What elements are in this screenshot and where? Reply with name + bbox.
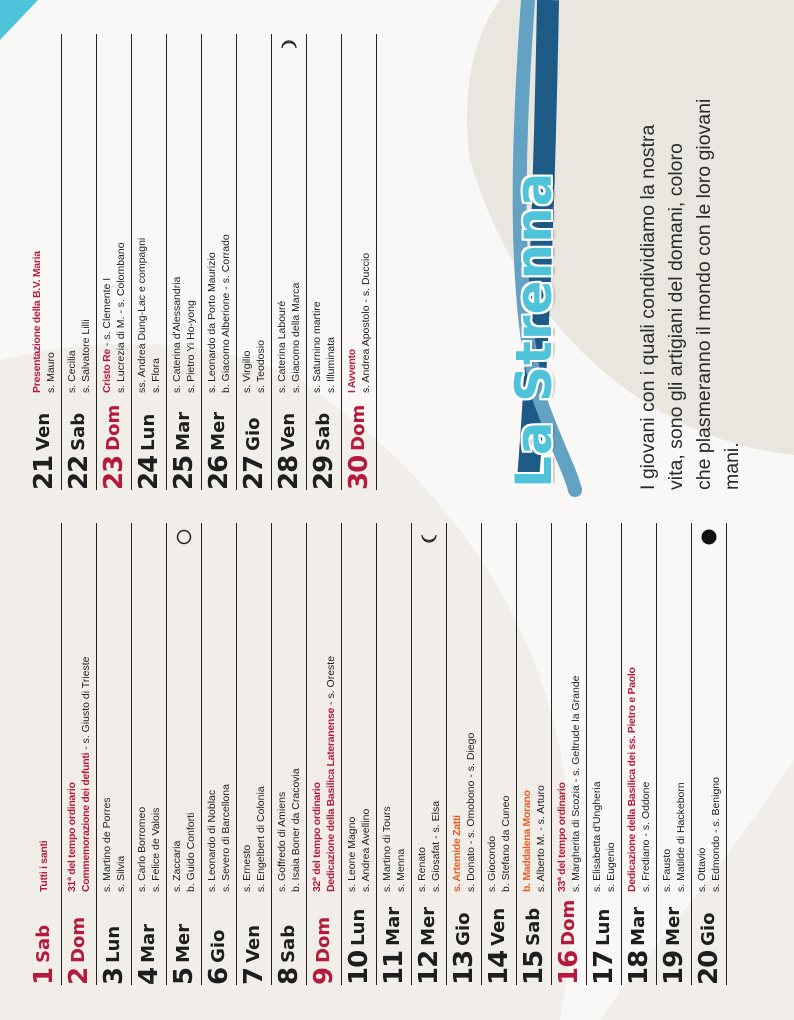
day-notes — [377, 806, 411, 892]
weekday: Lun — [348, 908, 369, 946]
saint-name: s. Martino de Porres — [101, 797, 113, 892]
weekday: Mar — [383, 906, 404, 946]
day-number: 30 — [344, 455, 374, 490]
day-row — [272, 34, 307, 490]
saint-name: b. Guido Conforti — [185, 812, 197, 892]
note-line — [324, 656, 338, 892]
note-line — [660, 782, 674, 892]
day-row — [272, 523, 307, 985]
weekday: Dom — [558, 899, 579, 946]
note-line — [310, 656, 324, 892]
weekday: Mer — [208, 411, 229, 451]
moon-first-quarter-icon — [281, 38, 297, 54]
day-notes — [97, 242, 131, 393]
weekday: Ven — [488, 907, 509, 946]
saint-name: s. Margherita di Scozia - s. Geltrude la Grande — [570, 675, 582, 892]
note-line — [219, 784, 233, 892]
day-row — [622, 523, 657, 985]
day-row — [482, 523, 517, 985]
day-row — [202, 523, 237, 985]
weekday: Lun — [103, 925, 124, 963]
note-line — [149, 807, 163, 892]
day-number: 16 — [554, 950, 584, 985]
note-line — [359, 809, 373, 892]
note-line — [30, 251, 44, 393]
note-line — [499, 796, 513, 892]
note-line — [394, 806, 408, 892]
saint-name: s. Donato - s. Omobono - s. Diego — [465, 732, 477, 892]
day-number: 15 — [519, 950, 549, 985]
day-row — [97, 523, 132, 985]
note-line — [65, 319, 79, 393]
note-line — [590, 781, 604, 892]
note-line — [135, 807, 149, 892]
moon-full-icon — [176, 529, 192, 545]
day-row — [97, 34, 132, 490]
strenna-line: vita, sono gli artigiani del domani, coloro — [665, 143, 687, 490]
day-number: 21 — [29, 455, 59, 490]
note-line — [135, 238, 149, 393]
saint-name: s. Teodosio — [255, 340, 267, 393]
weekday: Ven — [243, 924, 264, 963]
note-line — [170, 277, 184, 393]
note-line — [674, 782, 688, 892]
day-row — [27, 523, 62, 985]
liturgical-note: Presentazione della B.V. Maria — [31, 251, 43, 393]
day-number: 19 — [659, 950, 689, 985]
note-line — [485, 796, 499, 892]
day-row — [657, 523, 692, 985]
note-line — [289, 283, 303, 393]
strenna-line: mani. — [721, 442, 743, 490]
liturgical-note: Commemorazione dei defunti — [80, 752, 92, 892]
saint-name: s. Fausto — [661, 848, 673, 892]
day-notes — [342, 809, 376, 892]
day-notes — [62, 319, 96, 393]
saint-name: s. Alberto M. - s. Arturo — [535, 785, 547, 892]
day-notes — [552, 675, 586, 892]
day-number: 13 — [449, 950, 479, 985]
liturgical-note: Dedicazione della Basilica Lateranense — [325, 707, 337, 892]
note-line — [709, 777, 723, 892]
note-line — [604, 781, 618, 892]
saint-name: s. Zaccaria — [171, 840, 183, 892]
note-line — [114, 797, 128, 892]
saint-name: ss. Andrea Dung-Lac e compagni — [136, 237, 148, 393]
day-notes — [27, 251, 61, 393]
day-number: 20 — [694, 950, 724, 985]
strenna-line: che plasmeranno il mondo con le loro giovani — [693, 98, 715, 490]
weekday: Mar — [138, 923, 159, 963]
note-line — [184, 277, 198, 393]
liturgical-note: Tutti i santi — [38, 840, 50, 892]
calendar-column-left — [27, 523, 727, 985]
note-line — [625, 667, 639, 892]
saint-name: s. Ottavio — [696, 847, 708, 892]
day-number: 26 — [204, 455, 234, 490]
day-notes — [307, 656, 341, 892]
weekday: Dom — [103, 404, 124, 451]
day-number: 28 — [274, 455, 304, 490]
note-line — [44, 251, 58, 393]
note-line — [289, 768, 303, 892]
note-line — [450, 733, 464, 892]
day-notes — [622, 667, 656, 892]
day-row — [132, 523, 167, 985]
weekday: Dom — [313, 916, 334, 963]
day-row — [167, 523, 202, 985]
note-line — [639, 667, 653, 892]
day-notes — [692, 777, 726, 892]
day-number: 17 — [589, 950, 619, 985]
day-row — [447, 523, 482, 985]
saint-name: s. Menna — [395, 848, 407, 892]
saint-name: s. Illuminata — [325, 336, 337, 393]
day-row — [307, 34, 342, 490]
saint-name: s. Saturnino martire — [311, 301, 323, 393]
note-line — [205, 784, 219, 892]
day-row — [27, 34, 62, 490]
liturgical-note: I Avvento — [346, 349, 358, 393]
note-line — [464, 733, 478, 892]
day-row — [237, 34, 272, 490]
note-line — [534, 785, 548, 892]
saint-name: s. Andrea Avellino — [360, 808, 372, 892]
note-line — [275, 768, 289, 892]
day-notes — [517, 785, 551, 892]
day-number: 8 — [274, 967, 304, 985]
saint-name: s. Carlo Borromeo — [136, 806, 148, 892]
calendar-column-right — [27, 34, 377, 490]
note-line — [100, 797, 114, 892]
day-number: 25 — [169, 455, 199, 490]
day-row — [307, 523, 342, 985]
note-line — [240, 786, 254, 892]
day-number: 29 — [309, 455, 339, 490]
day-number: 5 — [169, 967, 199, 985]
day-notes — [272, 768, 306, 892]
day-row — [237, 523, 272, 985]
day-row — [167, 34, 202, 490]
salesian-note: s. Artemide Zatti — [451, 815, 463, 892]
day-row — [62, 523, 97, 985]
note-line — [149, 238, 163, 393]
saint-name: s. Lucrezia di M. - s. Colombano — [115, 242, 127, 393]
note-line — [695, 777, 709, 892]
saint-name: s. Virgilio — [241, 350, 253, 393]
note-line — [569, 675, 583, 892]
weekday: Sab — [523, 907, 544, 946]
note-line — [310, 301, 324, 393]
day-number: 6 — [204, 967, 234, 985]
note-line — [170, 813, 184, 892]
day-row — [587, 523, 622, 985]
weekday: Dom — [68, 916, 89, 963]
liturgical-note: 33ª del tempo ordinario — [556, 782, 568, 892]
day-notes — [482, 796, 516, 892]
saint-name: s. Martino di Tours — [381, 806, 393, 892]
saint-name: s. Ernesto — [241, 844, 253, 892]
saint-name: s. Leonardo di Noblac — [206, 789, 218, 892]
day-number: 3 — [99, 967, 129, 985]
saint-name: s. Pietro Yi Ho-yong — [185, 300, 197, 393]
saint-name: s. Leone Magno — [346, 816, 358, 892]
day-notes — [202, 234, 236, 393]
saint-name: s. Goffredo di Amiens — [276, 791, 288, 892]
day-row — [692, 523, 727, 985]
weekday: Sab — [313, 412, 334, 451]
saint-name: s. Mauro — [45, 352, 57, 393]
day-row — [552, 523, 587, 985]
saint-name: s. Matilde di Hackeborn — [675, 782, 687, 892]
day-row — [202, 34, 237, 490]
note-line — [380, 806, 394, 892]
note-line — [415, 801, 429, 892]
day-notes — [657, 782, 691, 892]
moon-last-quarter-icon — [421, 529, 437, 545]
day-number: 7 — [239, 967, 269, 985]
saint-name: s. Severo di Barcellona — [220, 784, 232, 892]
saint-name: s. Leonardo da Porto Maurizio — [206, 252, 218, 393]
note-line — [79, 319, 93, 393]
weekday: Gio — [698, 912, 719, 946]
weekday: Gio — [208, 929, 229, 963]
weekday: Mer — [418, 906, 439, 946]
day-number: 2 — [64, 967, 94, 985]
saint-name: s. Andrea Apostolo - s. Duccio — [360, 252, 372, 393]
day-row — [342, 523, 377, 985]
note-line — [37, 841, 51, 892]
day-notes — [342, 253, 376, 393]
note-line — [275, 283, 289, 393]
note-line — [100, 242, 114, 393]
weekday: Lun — [138, 413, 159, 451]
weekday: Sab — [33, 924, 54, 963]
saint-name: b. Isaia Boner da Cracovia — [290, 768, 302, 892]
day-row — [412, 523, 447, 985]
day-notes — [412, 801, 446, 892]
saint-name: s. Silvia — [115, 855, 127, 892]
saint-name: s. Eugenio — [605, 842, 617, 892]
note-line — [254, 786, 268, 892]
note-line — [345, 809, 359, 892]
day-notes — [97, 797, 131, 892]
saint-name: s. Felice de Valois — [150, 807, 162, 892]
weekday: Ven — [33, 412, 54, 451]
day-row — [132, 34, 167, 490]
saint-name: s. Caterina d'Alessandria — [171, 276, 183, 393]
day-notes — [272, 283, 306, 393]
day-notes — [307, 301, 341, 393]
note-line — [65, 657, 79, 893]
day-notes — [237, 786, 271, 892]
saint-name: s. Engelbert di Colonia — [255, 786, 267, 892]
day-row — [342, 34, 377, 490]
day-number: 14 — [484, 950, 514, 985]
day-number: 11 — [379, 950, 409, 985]
day-number: 23 — [99, 455, 129, 490]
saint-name: s. Flora — [150, 357, 162, 393]
day-number: 4 — [134, 967, 164, 985]
liturgical-note: 31ª del tempo ordinario — [66, 782, 78, 892]
note-line — [184, 813, 198, 892]
liturgical-note: Cristo Re — [101, 349, 113, 393]
weekday: Lun — [593, 908, 614, 946]
note-line — [254, 340, 268, 393]
day-notes — [132, 807, 166, 892]
saint-name: - s. Clemente I — [101, 277, 113, 350]
saint-name: s. Giosafat - s. Elsa — [430, 800, 442, 892]
saint-name: - s. Oreste — [325, 655, 337, 708]
liturgical-note: 32ª del tempo ordinario — [311, 782, 323, 892]
saint-name: s. Edmondo - s. Benigno — [710, 777, 722, 892]
day-notes — [447, 733, 481, 892]
day-number: 10 — [344, 950, 374, 985]
note-line — [359, 253, 373, 393]
weekday: Mer — [173, 923, 194, 963]
saint-name: s. Frediano - s. Oddone — [640, 781, 652, 892]
weekday: Mar — [628, 906, 649, 946]
day-number: 18 — [624, 950, 654, 985]
saint-name: b. Stefano da Cuneo — [500, 795, 512, 892]
weekday: Dom — [348, 404, 369, 451]
day-notes — [202, 784, 236, 892]
day-number: 9 — [309, 967, 339, 985]
day-number: 27 — [239, 455, 269, 490]
strenna-text — [634, 99, 746, 490]
day-notes — [167, 813, 201, 892]
day-number: 24 — [134, 455, 164, 490]
note-line — [205, 234, 219, 393]
weekday: Mer — [663, 906, 684, 946]
saint-name: s. Giocondo — [486, 835, 498, 892]
day-row — [377, 523, 412, 985]
saint-name: s. Giacomo della Marca — [290, 282, 302, 393]
day-row — [62, 34, 97, 490]
day-row — [517, 523, 552, 985]
day-number: 1 — [29, 967, 59, 985]
note-line — [520, 785, 534, 892]
weekday: Gio — [243, 417, 264, 451]
day-notes — [587, 781, 621, 892]
note-line — [345, 253, 359, 393]
day-notes — [167, 277, 201, 393]
day-notes — [27, 841, 61, 892]
liturgical-note: Dedicazione della Basilica dei ss. Pietro e Paolo — [626, 667, 638, 892]
day-number: 12 — [414, 950, 444, 985]
strenna-title: La Strenna — [505, 171, 563, 488]
note-line — [240, 340, 254, 393]
weekday: Gio — [453, 912, 474, 946]
note-line — [219, 234, 233, 393]
note-line — [324, 301, 338, 393]
weekday: Sab — [278, 924, 299, 963]
day-number: 22 — [64, 455, 94, 490]
saint-name: s. Salvatore Lilli — [80, 319, 92, 393]
moon-new-icon — [701, 529, 717, 545]
day-notes — [62, 657, 96, 893]
strenna-line: I giovani con i quali condividiamo la nostra — [637, 124, 659, 490]
saint-name: s. Renato — [416, 847, 428, 892]
weekday: Mar — [173, 411, 194, 451]
note-line — [114, 242, 128, 393]
note-line — [429, 801, 443, 892]
day-notes — [132, 238, 166, 393]
saint-name: s. Caterina Labouré — [276, 300, 288, 393]
weekday: Ven — [278, 412, 299, 451]
note-line — [555, 675, 569, 892]
note-line — [79, 657, 93, 893]
saint-name: s. Cecilia — [66, 350, 78, 393]
saint-name: - s. Giusto di Trieste — [80, 656, 92, 753]
weekday: Sab — [68, 412, 89, 451]
salesian-note: b. Maddalena Morano — [521, 790, 533, 892]
saint-name: b. Giacomo Alberione - s. Corrado — [220, 234, 232, 393]
saint-name: s. Elisabetta d'Ungheria — [591, 781, 603, 892]
day-notes — [237, 340, 271, 393]
